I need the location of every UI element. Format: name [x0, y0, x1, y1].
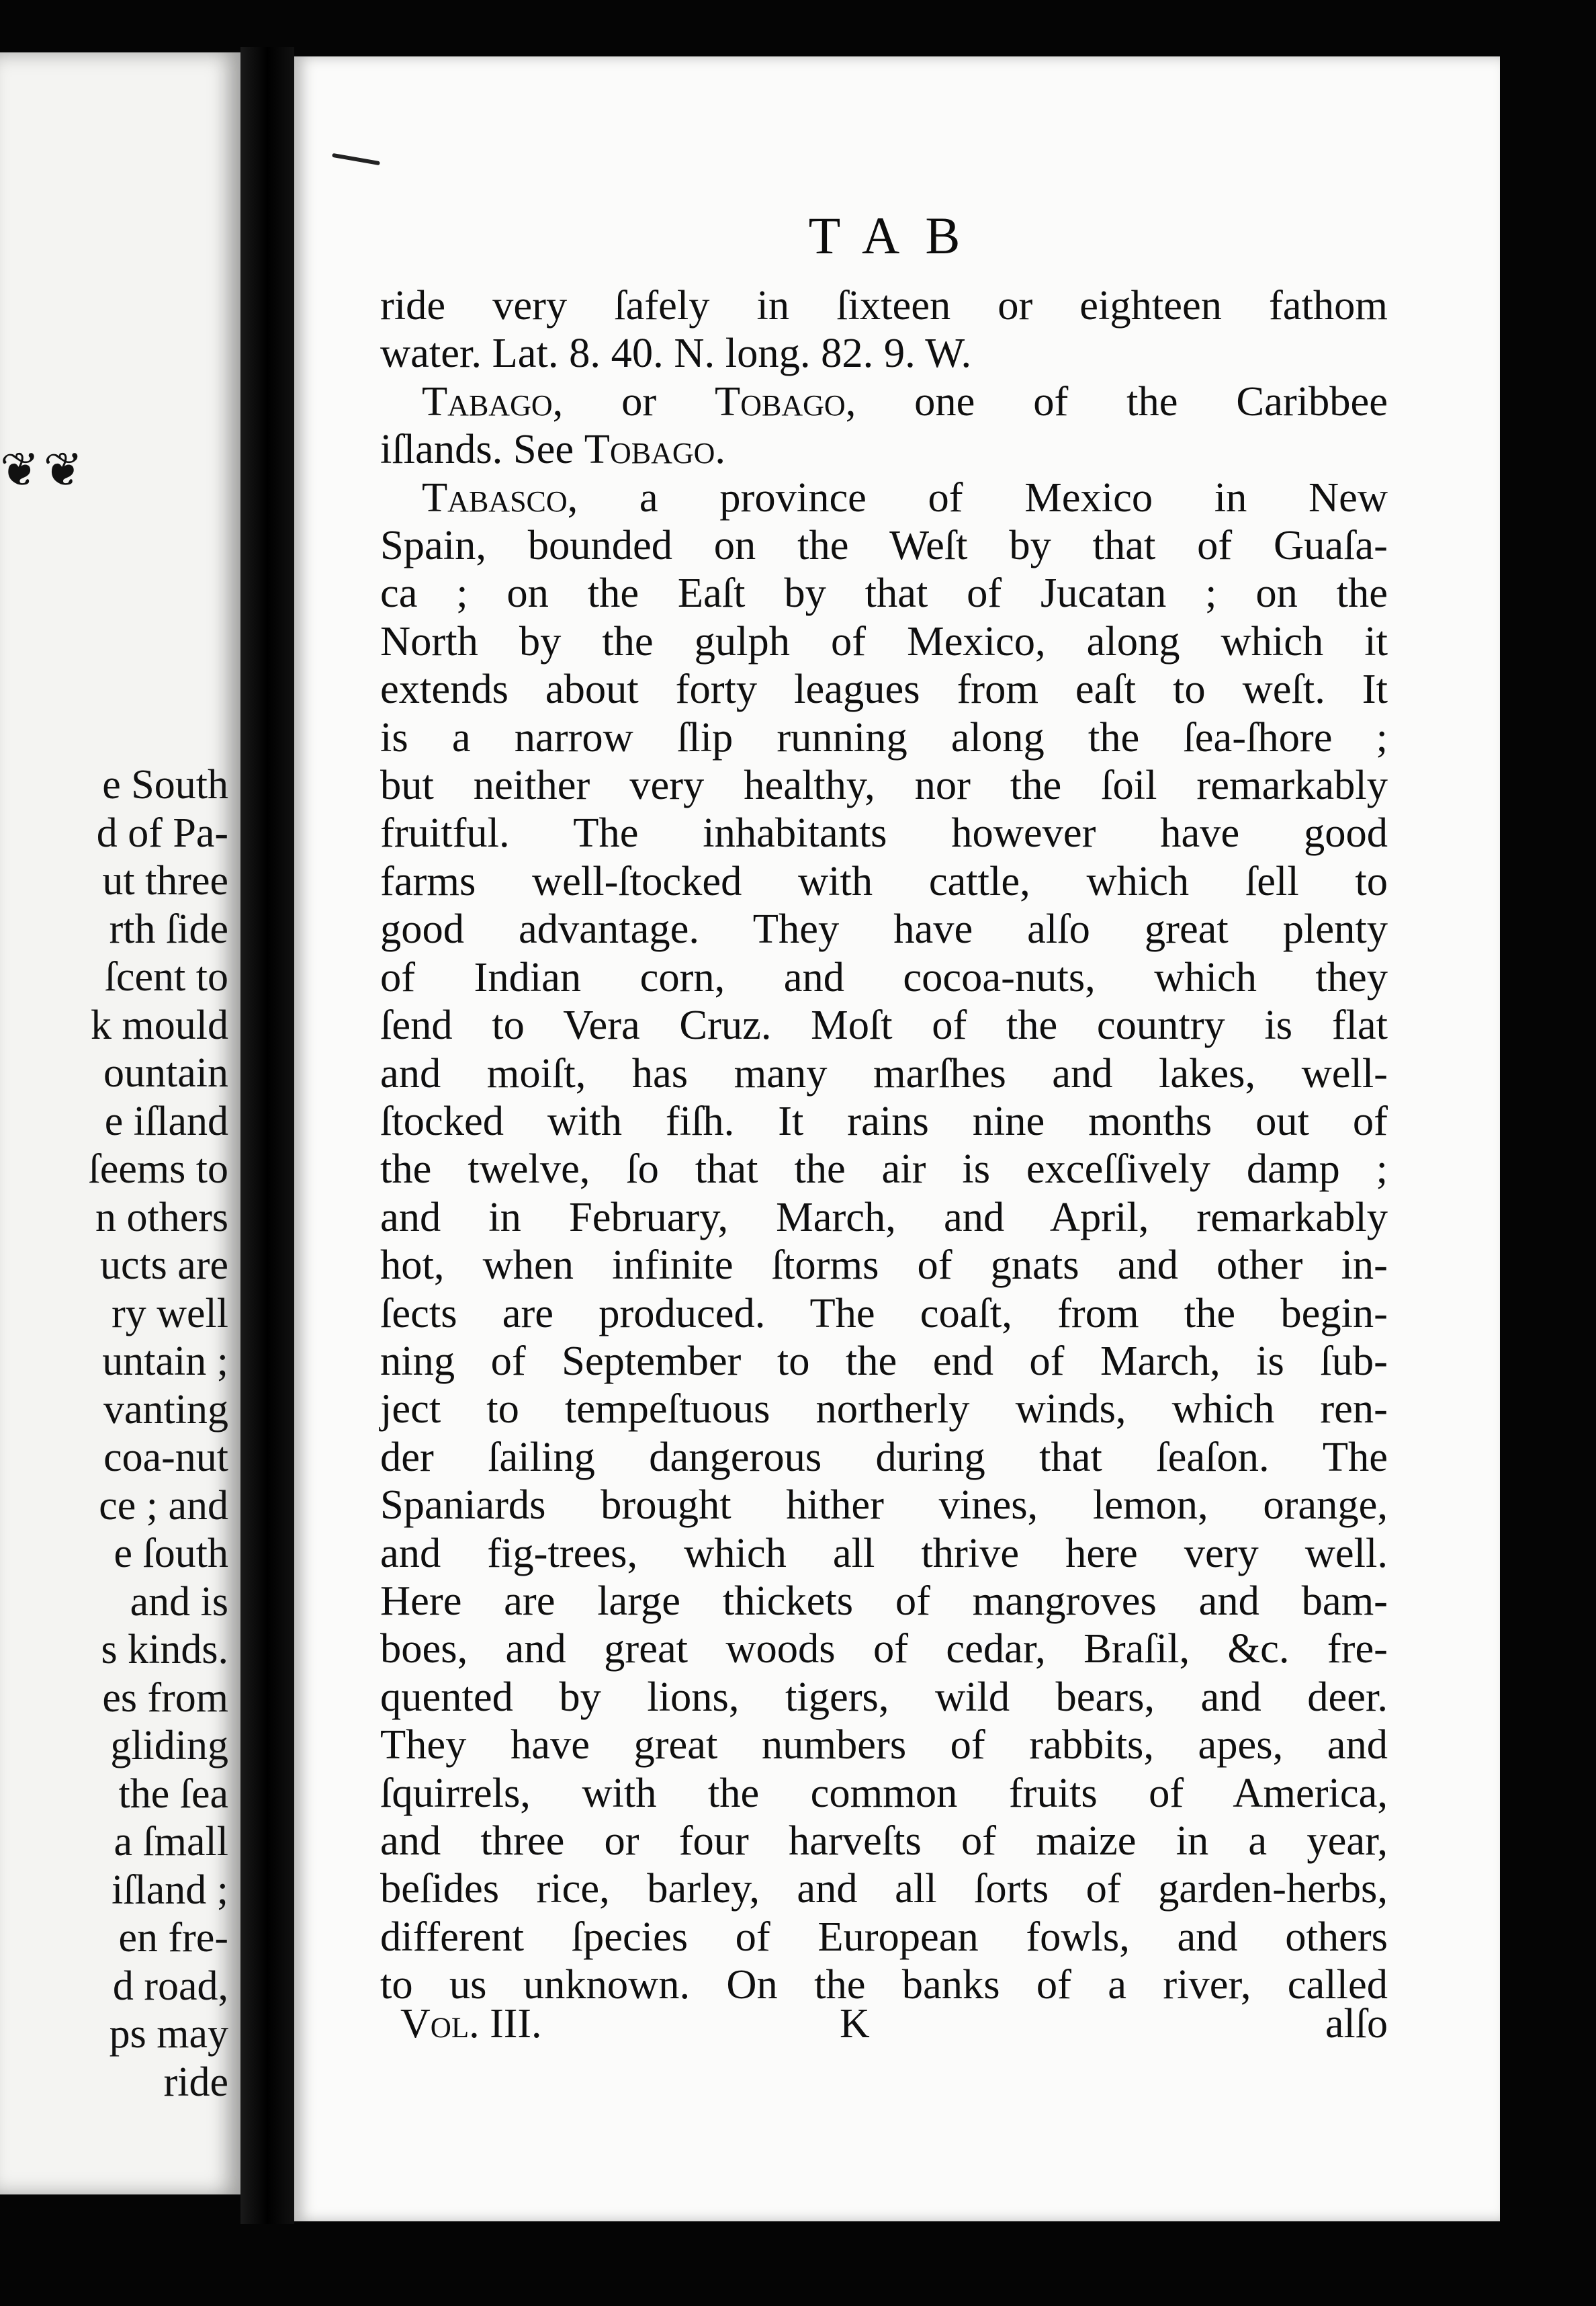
facing-text-line: vanting — [103, 1386, 228, 1433]
text-line — [380, 761, 1388, 809]
text-segment: extends about forty leagues from eaſt to weſt. It — [380, 665, 1388, 713]
facing-text-line: ountain — [103, 1050, 228, 1096]
entry-headword: Tobago — [584, 425, 715, 473]
text-line — [380, 1385, 1388, 1433]
facing-text-line: ucts are — [99, 1242, 228, 1288]
text-line — [380, 329, 1388, 377]
facing-text-line: ry well — [112, 1290, 228, 1336]
ornament-fleuron: ❦❦ — [0, 445, 87, 497]
facing-text-line: ſcent to — [104, 954, 228, 1000]
signature-mark: K — [840, 2001, 870, 2047]
facing-text-line: untain ; — [102, 1338, 228, 1384]
text-segment: Spaniards brought hither vines, lemon, orange, — [380, 1481, 1388, 1529]
text-line — [380, 1433, 1388, 1481]
facing-text-line: n others — [95, 1194, 228, 1240]
text-segment: and three or four harveſts of maize in a year, — [380, 1817, 1388, 1864]
text-segment: beſides rice, barley, and all ſorts of garden-herbs, — [380, 1865, 1388, 1912]
text-segment: is a narrow ſlip running along the ſea-ſhore ; — [380, 713, 1388, 761]
facing-text-line: ps may — [109, 2011, 228, 2057]
facing-text-line: a ſmall — [114, 1819, 228, 1865]
text-segment: and moiſt, has many marſhes and lakes, well- — [380, 1049, 1388, 1097]
text-segment: ſtocked with fiſh. It rains nine months out of — [380, 1097, 1388, 1144]
text-segment: They have great numbers of rabbits, apes, and — [380, 1721, 1388, 1768]
facing-text-line: and is — [130, 1578, 228, 1625]
text-line — [380, 425, 1388, 473]
text-segment: , one of the Caribbee — [845, 377, 1388, 425]
text-segment: ſects are produced. The coaſt, from the begin- — [380, 1289, 1388, 1336]
text-segment: and in February, March, and April, remarkably — [380, 1193, 1388, 1240]
text-line — [380, 521, 1388, 569]
text-segment: ſquirrels, with the common fruits of America, — [380, 1768, 1388, 1816]
text-line — [380, 1913, 1388, 1961]
text-line — [380, 1337, 1388, 1385]
entry-headword: Tabasco — [422, 473, 568, 521]
facing-text-line: ce ; and — [99, 1482, 228, 1529]
text-segment: North by the gulph of Mexico, along which it — [380, 617, 1388, 665]
text-line — [380, 857, 1388, 905]
text-line — [380, 474, 1388, 521]
facing-text-line: es from — [102, 1674, 228, 1721]
facing-text-line: en fre- — [118, 1915, 228, 1961]
text-line — [380, 1577, 1388, 1625]
text-line — [380, 1050, 1388, 1097]
facing-text-line: iſland ; — [112, 1867, 228, 1913]
facing-text-line: d of Pa- — [96, 810, 228, 856]
facing-page-left — [0, 52, 240, 2194]
text-line — [380, 809, 1388, 857]
text-line — [380, 569, 1388, 617]
text-segment: water. Lat. 8. 40. N. long. 82. 9. W. — [380, 329, 972, 377]
text-line — [380, 1721, 1388, 1768]
facing-text-line: ut three — [102, 858, 228, 904]
text-segment: the twelve, ſo that the air is exceſſively damp ; — [380, 1145, 1388, 1193]
facing-text-line: gliding — [110, 1723, 228, 1768]
book-gutter — [240, 47, 294, 2224]
facing-text-line: rth ſide — [109, 906, 228, 952]
text-line — [380, 1673, 1388, 1721]
text-segment: ride very ſafely in ſixteen or eighteen fathom — [380, 282, 1388, 329]
text-line — [380, 378, 1388, 425]
text-segment: Here are large thickets of mangroves and bam- — [380, 1576, 1388, 1624]
text-segment: der ſailing dangerous during that ſeaſon. The — [380, 1433, 1388, 1480]
entry-headword: Tabago — [422, 377, 553, 425]
text-segment: good advantage. They have alſo great plenty — [380, 905, 1388, 953]
entry-headword: Tobago — [715, 377, 846, 425]
text-line — [380, 1097, 1388, 1145]
facing-text-line: d road, — [112, 1963, 228, 2009]
text-line — [380, 665, 1388, 713]
text-line — [380, 1625, 1388, 1672]
facing-text-line: s kinds. — [101, 1627, 228, 1672]
text-line — [380, 1529, 1388, 1577]
text-segment: boes, and great woods of cedar, Braſil, &c. fre- — [380, 1625, 1388, 1672]
text-segment: ning of September to the end of March, is ſub- — [380, 1336, 1388, 1384]
text-line — [380, 1817, 1388, 1865]
text-segment: hot, when infinite ſtorms of gnats and other in- — [380, 1241, 1388, 1289]
text-segment: but neither very healthy, nor the ſoil remarkably — [380, 761, 1388, 809]
text-line — [380, 905, 1388, 953]
text-line — [380, 1241, 1388, 1289]
text-line — [380, 1193, 1388, 1241]
text-line — [380, 953, 1388, 1001]
facing-text-line: the ſea — [118, 1770, 228, 1817]
text-line — [380, 282, 1388, 329]
text-segment: . — [715, 425, 726, 473]
text-segment: fruitful. The inhabitants however have good — [380, 809, 1388, 857]
text-line — [380, 1865, 1388, 1912]
text-line — [380, 1289, 1388, 1337]
text-line — [380, 617, 1388, 665]
text-segment: , a province of Mexico in New — [567, 473, 1388, 521]
text-segment: ject to tempeſtuous northerly winds, which ren- — [380, 1385, 1388, 1433]
text-segment: Spain, bounded on the Weſt by that of Guaſa- — [380, 521, 1388, 569]
facing-text-line: e ſouth — [114, 1531, 228, 1576]
text-line — [380, 1481, 1388, 1529]
facing-text-line: ſeems to — [88, 1146, 228, 1192]
text-segment: quented by lions, tigers, wild bears, and deer. — [380, 1672, 1388, 1720]
volume-label: Vol. III. — [400, 2001, 542, 2047]
text-segment: iſlands. See — [380, 425, 584, 473]
text-line — [380, 714, 1388, 761]
text-line — [380, 1145, 1388, 1193]
text-line — [380, 1001, 1388, 1049]
page-footer — [380, 1997, 1388, 2051]
facing-text-line: ride — [163, 2059, 228, 2105]
facing-text-line: e South — [102, 762, 228, 808]
text-segment: , or — [552, 377, 715, 425]
text-segment: of Indian corn, and cocoa-nuts, which they — [380, 953, 1388, 1000]
main-page — [294, 56, 1500, 2221]
text-segment: ſend to Vera Cruz. Moſt of the country is flat — [380, 1001, 1388, 1049]
text-segment: ca ; on the Eaſt by that of Jucatan ; on the — [380, 569, 1388, 617]
facing-text-line: coa-nut — [103, 1435, 228, 1480]
catchword: alſo — [1325, 2001, 1388, 2047]
facing-text-line: k mould — [91, 1002, 228, 1048]
running-head: TAB — [808, 206, 986, 265]
facing-text-line: e iſland — [104, 1098, 228, 1144]
text-segment: and fig-trees, which all thrive here very well. — [380, 1529, 1388, 1576]
text-segment: to us unknown. On the banks of a river, called — [380, 1961, 1388, 2008]
text-segment: different ſpecies of European fowls, and others — [380, 1912, 1388, 1960]
text-line — [380, 1769, 1388, 1817]
facing-page-text — [0, 761, 228, 2106]
page-body-text — [380, 282, 1388, 2009]
ink-mark — [332, 153, 380, 165]
text-segment: farms well-ſtocked with cattle, which ſell to — [380, 857, 1388, 904]
